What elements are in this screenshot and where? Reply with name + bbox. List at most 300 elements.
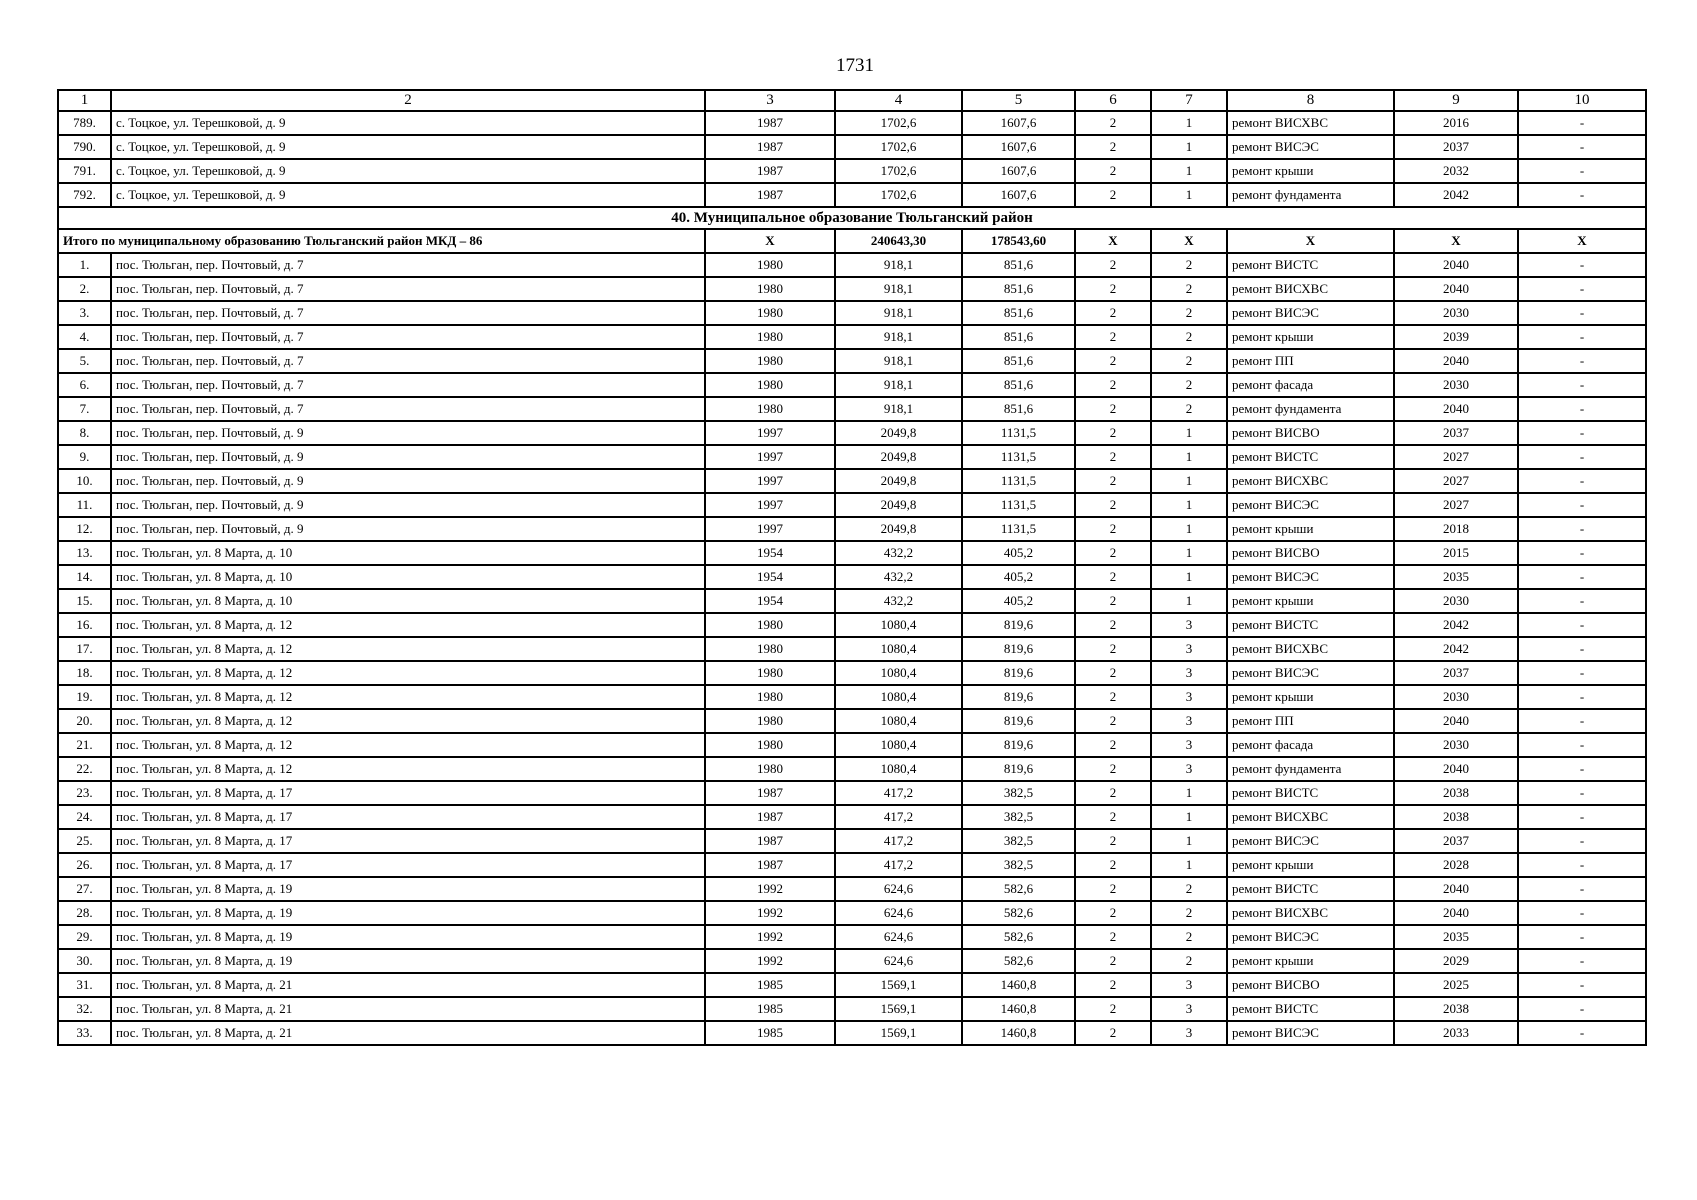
row-number-cell: 6. xyxy=(58,373,111,397)
capital-repair-table xyxy=(57,89,1647,1046)
table-row xyxy=(58,829,1646,853)
repair-type-cell: ремонт ВИСТС xyxy=(1227,253,1394,277)
floors-cell: 2 xyxy=(1075,829,1151,853)
cost-cell: - xyxy=(1518,541,1646,565)
column-header: 1 xyxy=(58,90,111,111)
column-header: 2 xyxy=(111,90,705,111)
total-entrances-cell: Х xyxy=(1151,229,1227,253)
planned-year-cell: 2030 xyxy=(1394,589,1518,613)
year-built-cell: 1997 xyxy=(705,517,835,541)
entrances-cell: 3 xyxy=(1151,637,1227,661)
total-label-cell: Итого по муниципальному образованию Тюльганский район МКД – 86 xyxy=(58,229,705,253)
year-built-cell: 1997 xyxy=(705,445,835,469)
total-area-cell: 624,6 xyxy=(835,877,962,901)
floors-cell: 2 xyxy=(1075,781,1151,805)
year-built-cell: 1954 xyxy=(705,541,835,565)
total-year-cell: Х xyxy=(705,229,835,253)
page-number: 1731 xyxy=(836,55,874,76)
total-area-cell: 1702,6 xyxy=(835,183,962,207)
planned-year-cell: 2038 xyxy=(1394,997,1518,1021)
year-built-cell: 1980 xyxy=(705,325,835,349)
row-number-cell: 791. xyxy=(58,159,111,183)
planned-year-cell: 2035 xyxy=(1394,925,1518,949)
floors-cell: 2 xyxy=(1075,877,1151,901)
table-row xyxy=(58,781,1646,805)
living-area-cell: 1460,8 xyxy=(962,1021,1075,1045)
table-row xyxy=(58,613,1646,637)
address-cell: с. Тоцкое, ул. Терешковой, д. 9 xyxy=(111,135,705,159)
floors-cell: 2 xyxy=(1075,661,1151,685)
planned-year-cell: 2027 xyxy=(1394,493,1518,517)
living-area-cell: 582,6 xyxy=(962,901,1075,925)
address-cell: пос. Тюльган, ул. 8 Марта, д. 12 xyxy=(111,733,705,757)
planned-year-cell: 2038 xyxy=(1394,781,1518,805)
table-row xyxy=(58,757,1646,781)
cost-cell: - xyxy=(1518,421,1646,445)
planned-year-cell: 2037 xyxy=(1394,661,1518,685)
planned-year-cell: 2040 xyxy=(1394,349,1518,373)
repair-type-cell: ремонт ВИСВО xyxy=(1227,973,1394,997)
floors-cell: 2 xyxy=(1075,637,1151,661)
year-built-cell: 1987 xyxy=(705,853,835,877)
planned-year-cell: 2042 xyxy=(1394,613,1518,637)
table-row xyxy=(58,925,1646,949)
total-area-cell: 2049,8 xyxy=(835,445,962,469)
cost-cell: - xyxy=(1518,805,1646,829)
living-area-cell: 382,5 xyxy=(962,805,1075,829)
row-number-cell: 7. xyxy=(58,397,111,421)
repair-type-cell: ремонт ВИСХВС xyxy=(1227,277,1394,301)
entrances-cell: 1 xyxy=(1151,135,1227,159)
year-built-cell: 1997 xyxy=(705,493,835,517)
table-row xyxy=(58,1021,1646,1045)
entrances-cell: 2 xyxy=(1151,901,1227,925)
column-header: 8 xyxy=(1227,90,1394,111)
repair-type-cell: ремонт ВИСЭС xyxy=(1227,829,1394,853)
address-cell: пос. Тюльган, ул. 8 Марта, д. 17 xyxy=(111,853,705,877)
planned-year-cell: 2037 xyxy=(1394,135,1518,159)
cost-cell: - xyxy=(1518,373,1646,397)
table-row xyxy=(58,541,1646,565)
address-cell: пос. Тюльган, ул. 8 Марта, д. 17 xyxy=(111,829,705,853)
year-built-cell: 1992 xyxy=(705,925,835,949)
address-cell: пос. Тюльган, ул. 8 Марта, д. 10 xyxy=(111,565,705,589)
cost-cell: - xyxy=(1518,517,1646,541)
row-number-cell: 32. xyxy=(58,997,111,1021)
cost-cell: - xyxy=(1518,159,1646,183)
floors-cell: 2 xyxy=(1075,421,1151,445)
planned-year-cell: 2032 xyxy=(1394,159,1518,183)
living-area-cell: 405,2 xyxy=(962,565,1075,589)
repair-type-cell: ремонт ВИСХВС xyxy=(1227,805,1394,829)
row-number-cell: 4. xyxy=(58,325,111,349)
address-cell: пос. Тюльган, ул. 8 Марта, д. 12 xyxy=(111,709,705,733)
living-area-cell: 382,5 xyxy=(962,781,1075,805)
entrances-cell: 1 xyxy=(1151,565,1227,589)
living-area-cell: 1460,8 xyxy=(962,997,1075,1021)
repair-type-cell: ремонт ВИСХВС xyxy=(1227,637,1394,661)
floors-cell: 2 xyxy=(1075,397,1151,421)
planned-year-cell: 2016 xyxy=(1394,111,1518,135)
planned-year-cell: 2039 xyxy=(1394,325,1518,349)
row-number-cell: 33. xyxy=(58,1021,111,1045)
row-number-cell: 14. xyxy=(58,565,111,589)
total-living-area-cell: 178543,60 xyxy=(962,229,1075,253)
entrances-cell: 1 xyxy=(1151,445,1227,469)
cost-cell: - xyxy=(1518,277,1646,301)
table-row xyxy=(58,301,1646,325)
total-area-cell: 1569,1 xyxy=(835,1021,962,1045)
row-number-cell: 29. xyxy=(58,925,111,949)
floors-cell: 2 xyxy=(1075,111,1151,135)
floors-cell: 2 xyxy=(1075,349,1151,373)
floors-cell: 2 xyxy=(1075,517,1151,541)
entrances-cell: 3 xyxy=(1151,709,1227,733)
row-number-cell: 19. xyxy=(58,685,111,709)
floors-cell: 2 xyxy=(1075,159,1151,183)
year-built-cell: 1980 xyxy=(705,733,835,757)
repair-type-cell: ремонт ВИСЭС xyxy=(1227,135,1394,159)
cost-cell: - xyxy=(1518,949,1646,973)
row-number-cell: 26. xyxy=(58,853,111,877)
living-area-cell: 851,6 xyxy=(962,301,1075,325)
total-area-cell: 417,2 xyxy=(835,805,962,829)
column-number-header-row xyxy=(58,90,1646,111)
entrances-cell: 2 xyxy=(1151,253,1227,277)
row-number-cell: 24. xyxy=(58,805,111,829)
entrances-cell: 2 xyxy=(1151,373,1227,397)
living-area-cell: 1131,5 xyxy=(962,469,1075,493)
year-built-cell: 1980 xyxy=(705,709,835,733)
total-area-cell: 417,2 xyxy=(835,853,962,877)
year-built-cell: 1987 xyxy=(705,135,835,159)
entrances-cell: 1 xyxy=(1151,853,1227,877)
living-area-cell: 405,2 xyxy=(962,589,1075,613)
entrances-cell: 1 xyxy=(1151,469,1227,493)
cost-cell: - xyxy=(1518,493,1646,517)
row-number-cell: 10. xyxy=(58,469,111,493)
total-area-cell: 2049,8 xyxy=(835,493,962,517)
living-area-cell: 819,6 xyxy=(962,685,1075,709)
table-row xyxy=(58,397,1646,421)
living-area-cell: 851,6 xyxy=(962,373,1075,397)
cost-cell: - xyxy=(1518,685,1646,709)
entrances-cell: 1 xyxy=(1151,421,1227,445)
living-area-cell: 819,6 xyxy=(962,757,1075,781)
repair-type-cell: ремонт ВИСВО xyxy=(1227,541,1394,565)
repair-type-cell: ремонт фасада xyxy=(1227,373,1394,397)
cost-cell: - xyxy=(1518,349,1646,373)
living-area-cell: 1607,6 xyxy=(962,111,1075,135)
year-built-cell: 1980 xyxy=(705,685,835,709)
table-row xyxy=(58,325,1646,349)
year-built-cell: 1987 xyxy=(705,805,835,829)
address-cell: с. Тоцкое, ул. Терешковой, д. 9 xyxy=(111,111,705,135)
table-row xyxy=(58,565,1646,589)
address-cell: пос. Тюльган, пер. Почтовый, д. 7 xyxy=(111,277,705,301)
section-header-row xyxy=(58,207,1646,229)
planned-year-cell: 2025 xyxy=(1394,973,1518,997)
column-header: 7 xyxy=(1151,90,1227,111)
table-row xyxy=(58,183,1646,207)
floors-cell: 2 xyxy=(1075,805,1151,829)
address-cell: пос. Тюльган, пер. Почтовый, д. 7 xyxy=(111,253,705,277)
total-area-cell: 417,2 xyxy=(835,781,962,805)
repair-type-cell: ремонт ВИСТС xyxy=(1227,613,1394,637)
planned-year-cell: 2027 xyxy=(1394,469,1518,493)
total-floors-cell: Х xyxy=(1075,229,1151,253)
total-area-cell: 1080,4 xyxy=(835,709,962,733)
table-row xyxy=(58,135,1646,159)
column-header: 10 xyxy=(1518,90,1646,111)
repair-type-cell: ремонт ВИСЭС xyxy=(1227,493,1394,517)
table-row xyxy=(58,877,1646,901)
cost-cell: - xyxy=(1518,613,1646,637)
year-built-cell: 1980 xyxy=(705,301,835,325)
entrances-cell: 2 xyxy=(1151,949,1227,973)
year-built-cell: 1985 xyxy=(705,997,835,1021)
entrances-cell: 3 xyxy=(1151,997,1227,1021)
row-number-cell: 31. xyxy=(58,973,111,997)
living-area-cell: 851,6 xyxy=(962,397,1075,421)
row-number-cell: 789. xyxy=(58,111,111,135)
year-built-cell: 1985 xyxy=(705,973,835,997)
row-number-cell: 9. xyxy=(58,445,111,469)
table-row xyxy=(58,709,1646,733)
cost-cell: - xyxy=(1518,925,1646,949)
row-number-cell: 21. xyxy=(58,733,111,757)
address-cell: пос. Тюльган, ул. 8 Марта, д. 12 xyxy=(111,685,705,709)
address-cell: пос. Тюльган, ул. 8 Марта, д. 10 xyxy=(111,541,705,565)
total-area-cell: 1569,1 xyxy=(835,997,962,1021)
floors-cell: 2 xyxy=(1075,469,1151,493)
table-row xyxy=(58,997,1646,1021)
total-area-cell: 918,1 xyxy=(835,349,962,373)
year-built-cell: 1992 xyxy=(705,901,835,925)
floors-cell: 2 xyxy=(1075,253,1151,277)
repair-type-cell: ремонт ВИСТС xyxy=(1227,997,1394,1021)
address-cell: пос. Тюльган, пер. Почтовый, д. 9 xyxy=(111,469,705,493)
total-area-cell: 1569,1 xyxy=(835,973,962,997)
year-built-cell: 1980 xyxy=(705,373,835,397)
table-row xyxy=(58,901,1646,925)
row-number-cell: 5. xyxy=(58,349,111,373)
living-area-cell: 851,6 xyxy=(962,253,1075,277)
entrances-cell: 2 xyxy=(1151,397,1227,421)
cost-cell: - xyxy=(1518,757,1646,781)
floors-cell: 2 xyxy=(1075,757,1151,781)
repair-type-cell: ремонт крыши xyxy=(1227,589,1394,613)
floors-cell: 2 xyxy=(1075,589,1151,613)
row-number-cell: 1. xyxy=(58,253,111,277)
planned-year-cell: 2037 xyxy=(1394,421,1518,445)
cost-cell: - xyxy=(1518,469,1646,493)
living-area-cell: 851,6 xyxy=(962,349,1075,373)
row-number-cell: 28. xyxy=(58,901,111,925)
address-cell: пос. Тюльган, ул. 8 Марта, д. 19 xyxy=(111,949,705,973)
address-cell: пос. Тюльган, ул. 8 Марта, д. 19 xyxy=(111,901,705,925)
floors-cell: 2 xyxy=(1075,925,1151,949)
repair-type-cell: ремонт ВИСЭС xyxy=(1227,565,1394,589)
repair-type-cell: ремонт ВИСЭС xyxy=(1227,925,1394,949)
address-cell: пос. Тюльган, пер. Почтовый, д. 9 xyxy=(111,421,705,445)
entrances-cell: 2 xyxy=(1151,877,1227,901)
total-area-cell: 918,1 xyxy=(835,397,962,421)
floors-cell: 2 xyxy=(1075,973,1151,997)
total-area-cell: 624,6 xyxy=(835,949,962,973)
address-cell: пос. Тюльган, ул. 8 Марта, д. 17 xyxy=(111,805,705,829)
planned-year-cell: 2037 xyxy=(1394,829,1518,853)
row-number-cell: 3. xyxy=(58,301,111,325)
entrances-cell: 3 xyxy=(1151,685,1227,709)
column-header: 6 xyxy=(1075,90,1151,111)
planned-year-cell: 2035 xyxy=(1394,565,1518,589)
repair-type-cell: ремонт фундамента xyxy=(1227,397,1394,421)
planned-year-cell: 2030 xyxy=(1394,301,1518,325)
repair-type-cell: ремонт ВИСТС xyxy=(1227,877,1394,901)
total-area-cell: 2049,8 xyxy=(835,517,962,541)
living-area-cell: 1131,5 xyxy=(962,421,1075,445)
cost-cell: - xyxy=(1518,325,1646,349)
floors-cell: 2 xyxy=(1075,183,1151,207)
planned-year-cell: 2040 xyxy=(1394,757,1518,781)
living-area-cell: 1607,6 xyxy=(962,183,1075,207)
total-area-cell: 1702,6 xyxy=(835,111,962,135)
entrances-cell: 3 xyxy=(1151,973,1227,997)
repair-type-cell: ремонт фундамента xyxy=(1227,183,1394,207)
repair-type-cell: ремонт ВИСЭС xyxy=(1227,661,1394,685)
floors-cell: 2 xyxy=(1075,541,1151,565)
address-cell: пос. Тюльган, ул. 8 Марта, д. 12 xyxy=(111,661,705,685)
total-area-cell: 624,6 xyxy=(835,901,962,925)
floors-cell: 2 xyxy=(1075,733,1151,757)
living-area-cell: 582,6 xyxy=(962,925,1075,949)
cost-cell: - xyxy=(1518,135,1646,159)
table-row xyxy=(58,517,1646,541)
entrances-cell: 2 xyxy=(1151,301,1227,325)
cost-cell: - xyxy=(1518,733,1646,757)
repair-type-cell: ремонт ВИСТС xyxy=(1227,445,1394,469)
address-cell: пос. Тюльган, ул. 8 Марта, д. 12 xyxy=(111,637,705,661)
row-number-cell: 2. xyxy=(58,277,111,301)
total-area-cell: 432,2 xyxy=(835,589,962,613)
table-row xyxy=(58,445,1646,469)
planned-year-cell: 2040 xyxy=(1394,277,1518,301)
cost-cell: - xyxy=(1518,877,1646,901)
table-row xyxy=(58,493,1646,517)
repair-type-cell: ремонт ПП xyxy=(1227,349,1394,373)
address-cell: пос. Тюльган, пер. Почтовый, д. 7 xyxy=(111,397,705,421)
repair-type-cell: ремонт ВИСЭС xyxy=(1227,301,1394,325)
table-row xyxy=(58,111,1646,135)
total-area-cell: 1080,4 xyxy=(835,661,962,685)
year-built-cell: 1985 xyxy=(705,1021,835,1045)
row-number-cell: 16. xyxy=(58,613,111,637)
total-area-cell: 624,6 xyxy=(835,925,962,949)
total-cost-cell: Х xyxy=(1518,229,1646,253)
living-area-cell: 851,6 xyxy=(962,325,1075,349)
table-row xyxy=(58,349,1646,373)
planned-year-cell: 2015 xyxy=(1394,541,1518,565)
table-row xyxy=(58,589,1646,613)
address-cell: пос. Тюльган, ул. 8 Марта, д. 21 xyxy=(111,973,705,997)
table-row xyxy=(58,685,1646,709)
table-row xyxy=(58,421,1646,445)
total-area-cell: 1702,6 xyxy=(835,135,962,159)
year-built-cell: 1980 xyxy=(705,637,835,661)
row-number-cell: 18. xyxy=(58,661,111,685)
living-area-cell: 582,6 xyxy=(962,949,1075,973)
floors-cell: 2 xyxy=(1075,277,1151,301)
cost-cell: - xyxy=(1518,661,1646,685)
table-row xyxy=(58,949,1646,973)
repair-type-cell: ремонт ВИСТС xyxy=(1227,781,1394,805)
table-row xyxy=(58,277,1646,301)
repair-type-cell: ремонт ВИСЭС xyxy=(1227,1021,1394,1045)
repair-type-cell: ремонт крыши xyxy=(1227,949,1394,973)
entrances-cell: 3 xyxy=(1151,1021,1227,1045)
row-number-cell: 27. xyxy=(58,877,111,901)
floors-cell: 2 xyxy=(1075,853,1151,877)
entrances-cell: 3 xyxy=(1151,613,1227,637)
total-area-cell: 918,1 xyxy=(835,277,962,301)
entrances-cell: 1 xyxy=(1151,541,1227,565)
year-built-cell: 1980 xyxy=(705,397,835,421)
address-cell: пос. Тюльган, пер. Почтовый, д. 7 xyxy=(111,373,705,397)
total-area-cell: 1080,4 xyxy=(835,685,962,709)
table-row xyxy=(58,637,1646,661)
repair-type-cell: ремонт фундамента xyxy=(1227,757,1394,781)
repair-type-cell: ремонт крыши xyxy=(1227,685,1394,709)
row-number-cell: 12. xyxy=(58,517,111,541)
repair-type-cell: ремонт фасада xyxy=(1227,733,1394,757)
total-area-cell: 1080,4 xyxy=(835,733,962,757)
row-number-cell: 11. xyxy=(58,493,111,517)
planned-year-cell: 2040 xyxy=(1394,877,1518,901)
year-built-cell: 1980 xyxy=(705,613,835,637)
address-cell: пос. Тюльган, ул. 8 Марта, д. 19 xyxy=(111,877,705,901)
floors-cell: 2 xyxy=(1075,949,1151,973)
year-built-cell: 1997 xyxy=(705,421,835,445)
total-row xyxy=(58,229,1646,253)
year-built-cell: 1987 xyxy=(705,159,835,183)
floors-cell: 2 xyxy=(1075,445,1151,469)
floors-cell: 2 xyxy=(1075,901,1151,925)
total-area-cell: 918,1 xyxy=(835,373,962,397)
table-row xyxy=(58,159,1646,183)
floors-cell: 2 xyxy=(1075,709,1151,733)
total-area-cell: 918,1 xyxy=(835,325,962,349)
entrances-cell: 2 xyxy=(1151,349,1227,373)
cost-cell: - xyxy=(1518,253,1646,277)
table-row xyxy=(58,469,1646,493)
floors-cell: 2 xyxy=(1075,685,1151,709)
entrances-cell: 1 xyxy=(1151,805,1227,829)
living-area-cell: 582,6 xyxy=(962,877,1075,901)
address-cell: пос. Тюльган, ул. 8 Марта, д. 12 xyxy=(111,757,705,781)
planned-year-cell: 2042 xyxy=(1394,637,1518,661)
planned-year-cell: 2042 xyxy=(1394,183,1518,207)
entrances-cell: 1 xyxy=(1151,517,1227,541)
planned-year-cell: 2028 xyxy=(1394,853,1518,877)
table-row xyxy=(58,373,1646,397)
planned-year-cell: 2040 xyxy=(1394,901,1518,925)
year-built-cell: 1992 xyxy=(705,949,835,973)
total-area-cell: 432,2 xyxy=(835,541,962,565)
repair-type-cell: ремонт крыши xyxy=(1227,853,1394,877)
total-area-cell: 1702,6 xyxy=(835,159,962,183)
column-header: 5 xyxy=(962,90,1075,111)
